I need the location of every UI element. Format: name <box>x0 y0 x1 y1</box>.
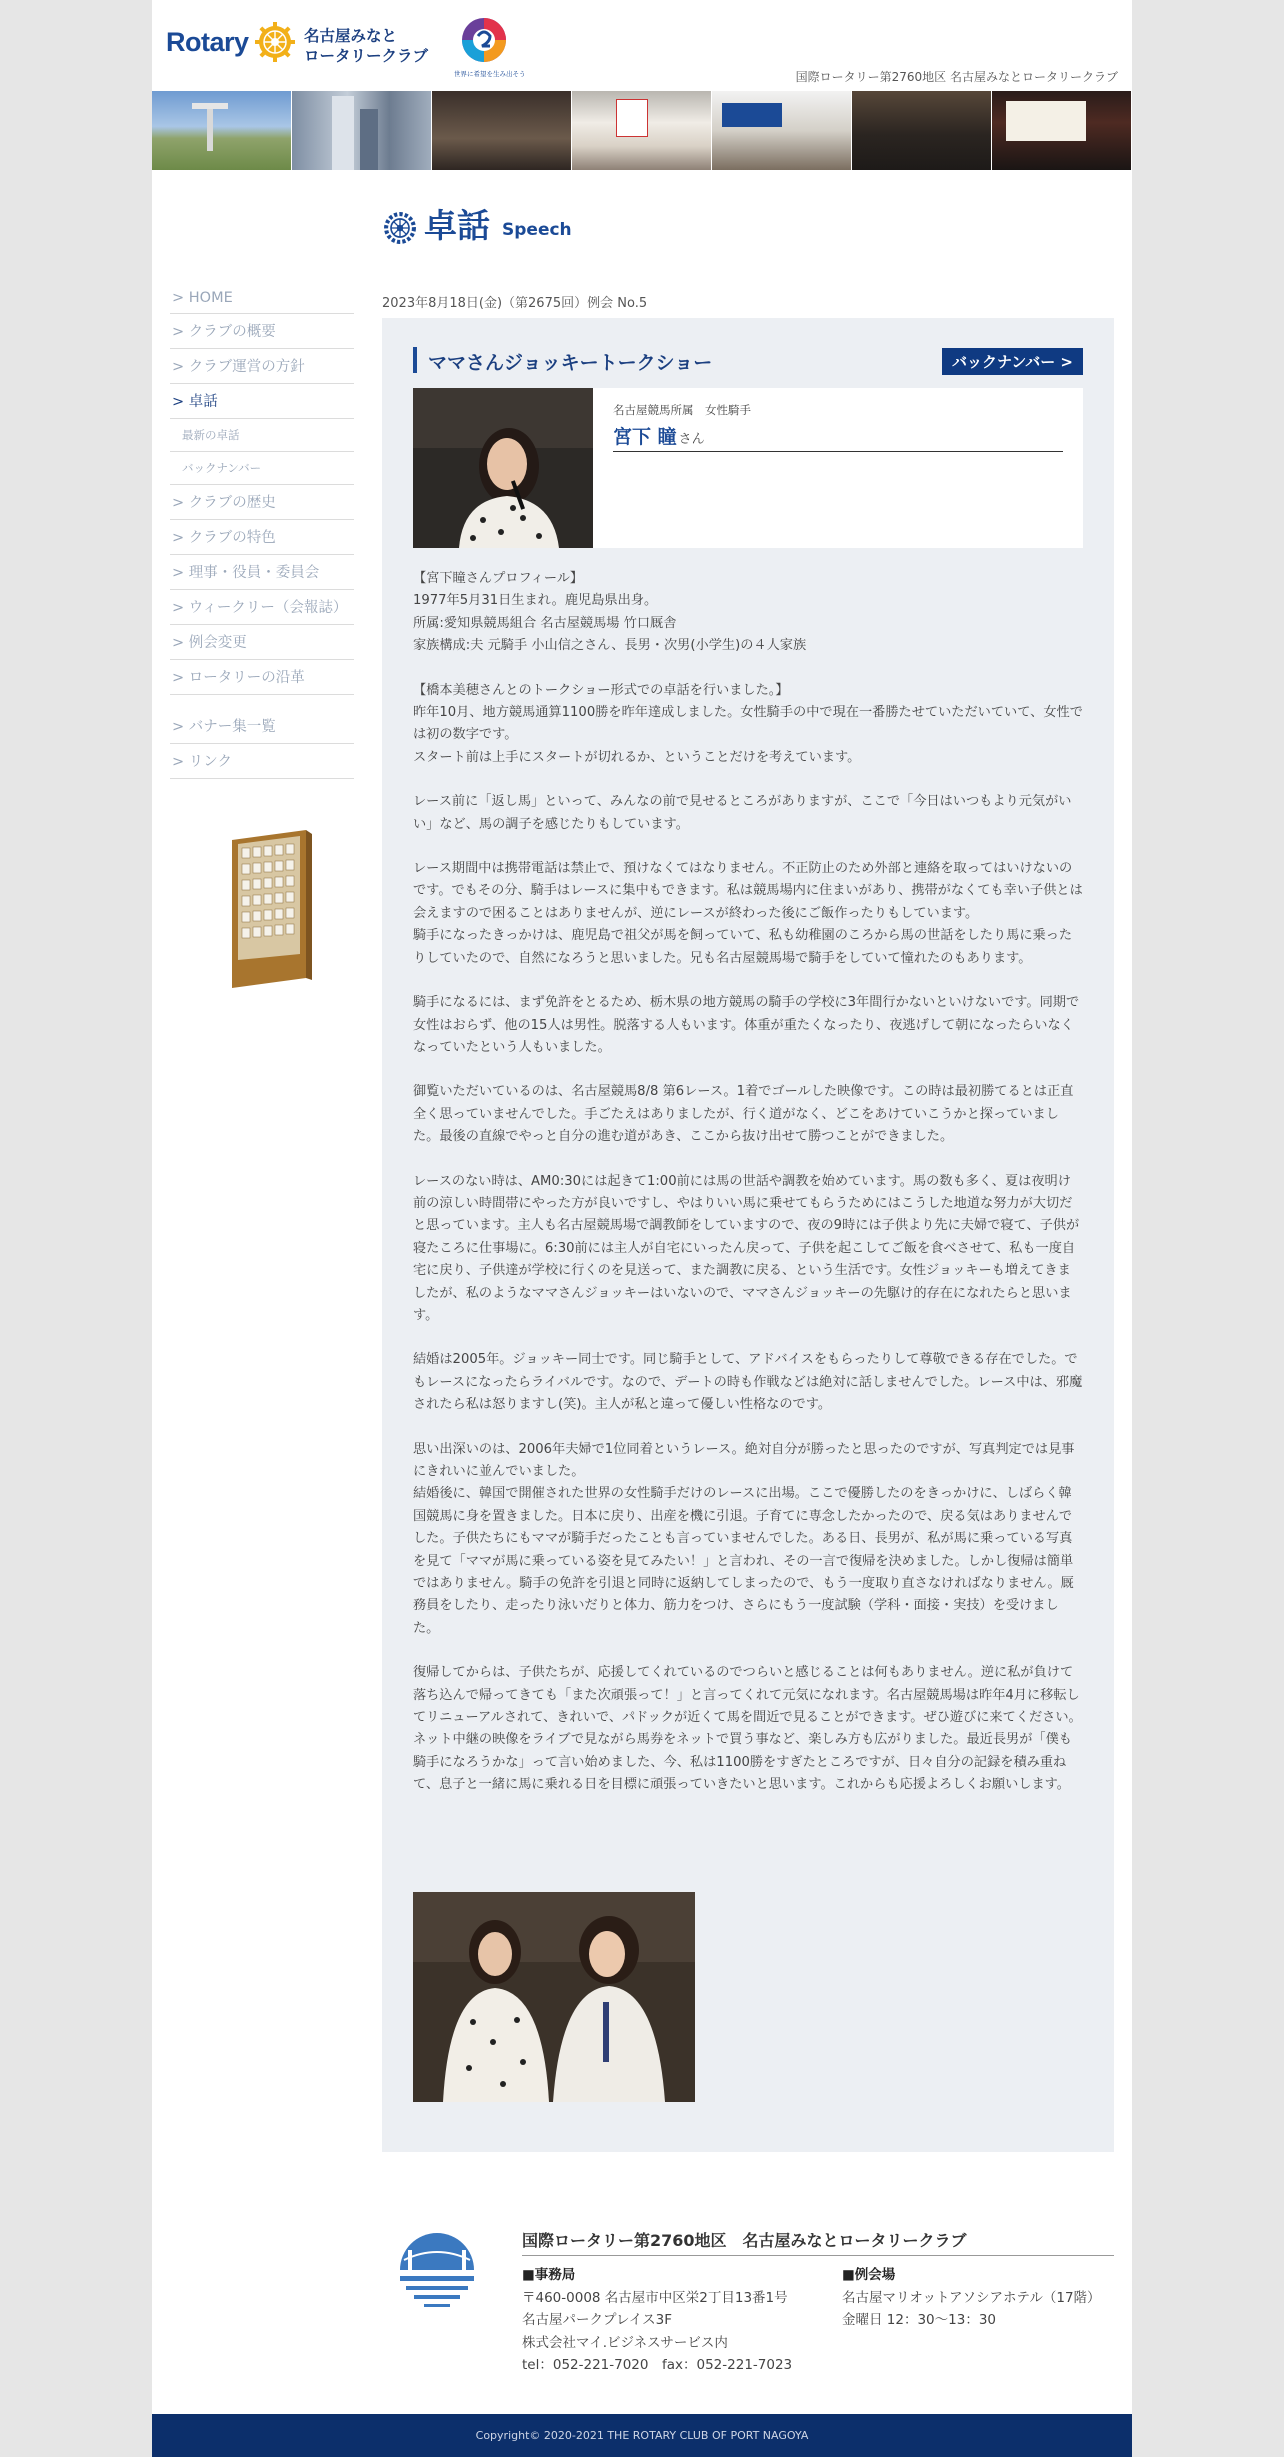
banner-photo-stage <box>992 91 1132 170</box>
header-banner <box>152 91 1132 170</box>
paragraph: 御覧いただいているのは、名古屋競馬8/8 第6レース。1着でゴールした映像です。この時は最初勝てるとは正直全く思っていませんでした。手ごたえはありましたが、行く道がなく、どこをあけていこうかと探っていました。最後の直線でやっと自分の進む道があき、ここから抜け出せて勝つことができました。 <box>413 1084 1074 1145</box>
paragraph: 思い出深いのは、2006年夫婦で1位同着というレース。絶対自分が勝ったと思ったのですが、写真判定では見事にきれいに並んでいました。 結婚後に、韓国で開催された世界の女性騎手だけのレースに出場。ここで優勝したのをきっかけに、しばらく韓国競馬に身を置きました。日本に戻り、出産を機に引退。子育てに専念したかったので、戻る気はありませんでした。子供たちにもママが騎手だったことも言っていませんでした。ある日、長男が、私が馬に乗っている写真を見て「ママが馬に乗っている姿を見てみたい！」と言われ、その一言で復帰を決めました。しかし復帰は簡単ではありません。騎手の免許を引退と同時に返納してしまったので、もう一度取り直さなければなりません。厩務員をしたり、走ったり泳いだりと体力、筋力をつけ、さらにもう一度試験（学科・面接・実技）を受けました。 <box>413 1441 1075 1636</box>
nav-speech[interactable]: > 卓話 <box>170 384 354 419</box>
rotary-wordmark: Rotary <box>166 26 249 57</box>
banner-photo-buildings <box>292 91 432 170</box>
rotary-wheel-icon <box>253 20 297 64</box>
nav-board-committee[interactable]: > 理事・役員・委員会 <box>170 555 354 590</box>
nav-club-policy[interactable]: > クラブ運営の方針 <box>170 349 354 384</box>
sidebar-nav <box>170 284 354 779</box>
copyright-bar: Copyright© 2020-2021 THE ROTARY CLUB OF PORT NAGOYA <box>152 2414 1132 2457</box>
banner-photo-meeting-2 <box>572 91 712 170</box>
nav-banners[interactable]: > バナー集一覧 <box>170 709 354 744</box>
paragraph: レース期間中は携帯電話は禁止で、預けなくてはなりません。不正防止のため外部と連絡を取ってはいけないのです。でもその分、騎手はレースに集中もできます。私は競馬場内に住まいがあり、携帯がなくても幸い子供とは会えますので困ることはありませんが、逆にレースが終わった後にご飯作ったりもしています。 騎手になったきっかけは、鹿児島で祖父が馬を飼っていて、私も幼稚園のころから馬の世話をしたり馬に乗ったりしていたので、自然になろうと思いました。兄も名古屋競馬場で騎手をしていて憧れたのもあります。 <box>413 861 1083 966</box>
paragraph: 騎手になるには、まず免許をとるため、栃木県の地方競馬の騎手の学校に3年間行かないといけないです。同期で女性はおらず、他の15人は男性。脱落する人もいます。体重が重たくなったり、夜逃げして朝になったらいなくなっていたという人もいました。 <box>413 995 1080 1055</box>
nav-club-overview[interactable]: > クラブの概要 <box>170 314 354 349</box>
paragraph: 【宮下瞳さんプロフィール】 1977年5月31日生まれ。鹿児島県出身。 所属:愛知県競馬組合 名古屋競馬場 竹口厩舎 家族構成:夫 元騎手 小山信之さん、長男・次男(小学生)の４人家族 <box>413 571 807 654</box>
footer-venue: ■例会場 名古屋マリオットアソシアホテル（17階） 金曜日 12：30〜13：30 <box>842 2267 1101 2328</box>
nav-home[interactable]: > HOME <box>170 284 354 314</box>
paragraph: レース前に「返し馬」といって、みんなの前で見せるところがありますが、ここで「今日はいつもより元気がいい」など、馬の調子を感じたりもしています。 <box>413 794 1072 832</box>
nav-spacer <box>170 695 354 709</box>
club-name: 名古屋みなと ロータリークラブ <box>304 27 429 65</box>
nav-club-features[interactable]: > クラブの特色 <box>170 520 354 555</box>
district-label: 国際ロータリー第2760地区 名古屋みなとロータリークラブ <box>795 70 1118 84</box>
nav-backnumber[interactable]: バックナンバー <box>170 452 354 485</box>
paragraph: 復帰してからは、子供たちが、応援してくれているのでつらいと感じることは何もありません。逆に私が負けて落ち込んで帰ってきても「また次頑張って！」と言ってくれて元気になれます。名古屋競馬場は昨年4月に移転してリニューアルされて、きれいで、パドックが近くて馬を間近で見ることができます。ぜひ遊びに来てください。 ネット中継の映像をライブで見ながら馬券をネットで買う事など、楽しみ方も広がりました。最近長男が「僕も騎手になろうかな」って言い始めました、今、私は1100勝をすぎたところですが、日々自分の記録を積み重ねて、息子と一緒に馬に乗れる日を目標に頑張っていきたいと思います。これからも応援よろしくお願いします。 <box>413 1665 1082 1793</box>
banner-photo-meeting-3 <box>712 91 852 170</box>
banner-photo-park <box>152 91 292 170</box>
rotary-wheel-icon <box>382 210 418 246</box>
speaker-affiliation: 名古屋競馬所属 女性騎手 <box>613 403 751 417</box>
backnumber-button[interactable]: バックナンバー > <box>942 348 1083 375</box>
page-title-jp: 卓話 <box>424 206 490 245</box>
banner-photo-group <box>852 91 992 170</box>
nav-rotary-history[interactable]: > ロータリーの沿革 <box>170 660 354 695</box>
section-header <box>413 347 1083 373</box>
banner-photo-meeting-1 <box>432 91 572 170</box>
meeting-info: 2023年8月18日(金)（第2675回）例会 No.5 <box>382 296 648 311</box>
speaker-profile <box>413 388 1083 548</box>
section-accent-bar <box>413 347 417 373</box>
nav-meeting-changes[interactable]: > 例会変更 <box>170 625 354 660</box>
banner-cabinet-image <box>224 828 314 990</box>
speaker-photo <box>413 388 593 548</box>
vision-logo: 世界に希望を生み出そう <box>454 16 514 78</box>
footer-title: 国際ロータリー第2760地区 名古屋みなとロータリークラブ <box>522 2231 967 2250</box>
port-logo-icon <box>394 2232 480 2318</box>
speech-body <box>413 568 1083 1819</box>
paragraph: 【橋本美穂さんとのトークショー形式での卓話を行いました。】 昨年10月、地方競馬通算1100勝を昨年達成しました。女性騎手の中で現在一番勝たせていただいていて、女性では初の数字です。 スタート前は上手にスタートが切れるか、ということだけを考えています。 <box>413 682 1083 765</box>
nav-weekly[interactable]: > ウィークリー（会報誌） <box>170 590 354 625</box>
paragraph: 結婚は2005年。ジョッキー同士です。同じ騎手として、アドバイスをもらったりして尊敬できる存在でした。でもレースになったらライバルです。なので、デートの時も作戦などは絶対に話しませんでした。レース中は、邪魔されたら私は怒りますし(笑)。主人が私と違って優しい性格なのです。 <box>413 1352 1083 1413</box>
nav-links[interactable]: > リンク <box>170 744 354 779</box>
footer-office: ■事務局 〒460-0008 名古屋市中区栄2丁目13番1号 名古屋パークプレイス3F 株式会社マイ.ビジネスサービス内 tel：052-221-7020 fax：052-221-7023 <box>522 2267 793 2373</box>
vision-logo-icon <box>460 16 508 64</box>
speaker-name: 宮下 瞳 さん <box>613 426 705 448</box>
section-title: ママさんジョッキートークショー <box>428 352 713 374</box>
footer-divider <box>522 2255 1114 2256</box>
paragraph: レースのない時は、AM0:30には起きて1:00前には馬の世話や調教を始めています。馬の数も多く、夏は夜明け前の涼しい時間帯にやった方が良いですし、やはりいい馬に乗せてもらうためにはこうした地道な努力が大切だと思っています。主人も名古屋競馬場で調教師をしていますので、夜の9時には子供より先に夫婦で寝て、子供が寝たころに仕事場に。6:30前には主人が自宅にいったん戻って、子供を起こしてご飯を食べさせて、私も一度自宅に戻り、子供達が学校に行くのを見送って、また調教に戻る、という生活です。女性ジョッキーも増えてきましたが、私のようなママさんジョッキーはいないので、ママさんジョッキーの先駆け的存在になれたらと思います。 <box>413 1173 1080 1323</box>
name-underline <box>613 451 1063 452</box>
rotary-logo[interactable] <box>166 20 297 64</box>
nav-club-history[interactable]: > クラブの歴史 <box>170 485 354 520</box>
page-title-en: Speech <box>502 220 572 240</box>
nav-latest-speech[interactable]: 最新の卓話 <box>170 419 354 452</box>
speech-panel <box>382 318 1114 2152</box>
page-title <box>382 206 572 246</box>
speaker-and-host-photo <box>413 1892 695 2102</box>
page <box>152 0 1132 2457</box>
